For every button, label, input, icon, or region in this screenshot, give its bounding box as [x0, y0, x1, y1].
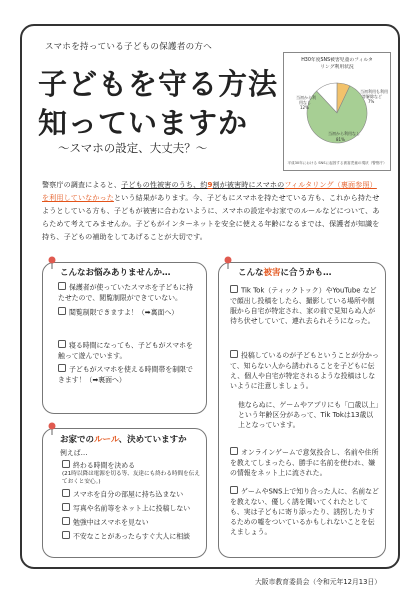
intro-part-3: 9	[207, 180, 213, 189]
page-subtitle: 〜スマホの設定、大丈夫？〜	[58, 141, 208, 155]
chart-source-note: 平成30年における SNSに起因する被害児童の現状（警察庁）	[287, 161, 387, 165]
page-title-line-1: 子どもを守る方法	[38, 67, 279, 101]
checkbox-icon	[230, 350, 238, 358]
audience-line: スマホを持っている子どもの保護者の方へ	[45, 42, 213, 52]
slice-label-b1: 当初利用も利用	[360, 89, 388, 94]
pin-icon	[46, 256, 58, 270]
damage-item-3: オンラインゲームで意気投合し、名前や住所を教えてしまったら、勝手に名前を使われ、嫌の情報をネット上に流された。	[230, 448, 379, 477]
damages-heading: こんな被害に合うかも…	[238, 268, 332, 278]
rules-example-label: 例えば…	[60, 449, 88, 457]
damage-item-1: Tik Tok（ティックトック）やYouTube などで顔出し投稿をしたら、撮影している場所や制服から自宅が特定され、家の前で見知らぬ人が待ち伏せしていて、連れ去られそうになった。	[230, 286, 377, 326]
pie-chart	[284, 53, 390, 170]
checkbox-icon	[230, 285, 238, 293]
checkbox-icon	[58, 282, 66, 290]
slice-label-a3: 12%	[300, 105, 309, 110]
page-title-line-2: 知っていますか	[38, 106, 249, 140]
worry-item-3: 寝る時間になっても、子どもがスマホを触って遊んでいます。	[58, 341, 193, 360]
intro-part-5: フィルタリング（裏面参照）を利用していなかった	[42, 180, 377, 202]
slice-label-a1: 当初から利	[296, 95, 316, 100]
damages-heading-accent: 被害	[263, 268, 281, 278]
pin-icon	[46, 422, 58, 436]
worry-item-2: 閲覧制限できますよ！（➡裏面へ）	[58, 307, 198, 318]
checkbox-icon	[58, 340, 66, 348]
rule-item-3: 写真や名前等をネット上に投稿しない	[62, 503, 200, 514]
worry-item-1: 保護者が使っていたスマホを子どもに持たせたので、閲覧制限ができていない。	[58, 283, 193, 302]
worry-item-4: 子どもがスマホを使える時間帯を制限できます！（➡裏面へ）	[58, 365, 193, 384]
checkbox-icon	[230, 486, 238, 494]
slice-label-c1: 当初から利用なし	[328, 131, 360, 136]
checkbox-icon	[58, 307, 66, 315]
slice-label-b3: 7%	[368, 99, 375, 104]
rules-heading: お家でのルール、決めていますか	[60, 435, 187, 445]
filtering-chart	[283, 52, 391, 171]
rule-item-note: (21時以降は電源を切る等、友達にも終わる時間を伝えておくと安心。)	[62, 471, 200, 485]
slice-label-c3: 81%	[336, 137, 345, 142]
worries-heading: こんなお悩みありませんか…	[60, 268, 171, 278]
checkbox-icon	[58, 364, 66, 372]
intro-part-6: という結果があります。今、子どもにスマホを持たせている方も、これから持たせようとしている方も、子どもが被害に合わないように、スマホの設定やお家でのルールなどについて、あらためて考えてみませんか。子どもがインターネットを安全に使える年齢になるまでは、保護者が知識を持ち、子どもの補助をしてあげることが大切です。	[42, 193, 380, 241]
pin-icon	[222, 256, 234, 270]
checkbox-icon	[62, 531, 70, 539]
rule-item-1: 終わる時間を決める	[62, 460, 200, 471]
slice-label-b2: 等解除など	[362, 94, 382, 99]
checkbox-icon	[62, 517, 70, 525]
rule-item-4: 勉強中はスマホを見ない	[62, 517, 200, 528]
damage-item-2-note: 他ならぬに、ゲームやアプリにも「□歳以上」という年齢区分があって、Tik Tokは13歳以上となっています。	[238, 401, 379, 430]
chart-title-line-1: H30年度SNS被害児童のフィルタ	[301, 58, 373, 63]
damage-item-2: 投稿しているのが子どもということが分かって、知らない人から誘われることを子どもに伝え、個人や自宅が特定されるような投稿はしないように注意しましょう。	[230, 351, 379, 391]
rules-heading-accent: ルール	[94, 435, 119, 445]
intro-part-4: 割が被害時にスマホの	[212, 180, 285, 189]
checkbox-icon	[62, 489, 70, 497]
checkbox-icon	[62, 460, 70, 468]
intro-part-1: 警察庁の調査によると、	[42, 180, 122, 189]
slice-label-a2: 用なし	[299, 100, 311, 105]
intro-part-2: 子どもの性被害のうち、約	[121, 180, 208, 189]
rule-item-2: スマホを自分の部屋に持ち込まない	[62, 489, 200, 500]
intro-paragraph	[42, 178, 382, 243]
rule-item-5: 不安なことがあったらすぐ大人に相談	[62, 531, 200, 542]
footer-issuer: 大阪市教育委員会（令和元年12月13日）	[255, 578, 382, 586]
damage-item-4: ゲームやSNS上で知り合った人に、名前などを教えない、優しく誘を聞いてくれたとしても、実は子どもに寄り添ったり、誘拐したりするための嘘をついているかもしれないことを伝えましょう。	[230, 487, 379, 537]
checkbox-icon	[62, 503, 70, 511]
chart-title-line-2: リング利用状況	[320, 64, 354, 70]
checkbox-icon	[230, 447, 238, 455]
